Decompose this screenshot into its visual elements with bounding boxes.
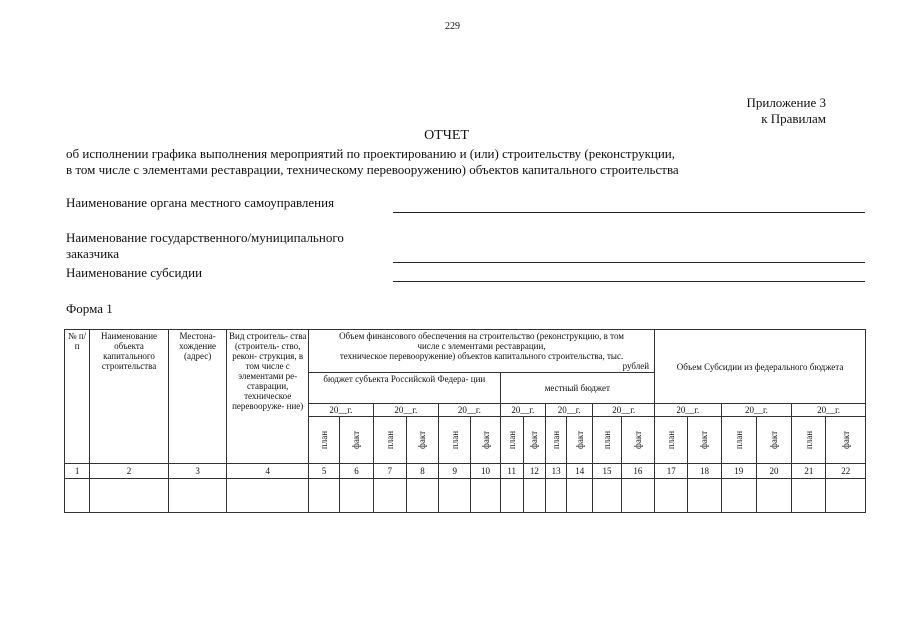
column-number: 9 [439,464,471,479]
plan-header [373,417,406,464]
column-number: 5 [309,464,340,479]
column-number: 11 [500,464,523,479]
table-cell[interactable] [439,479,471,513]
col-header-name: Наименование объекта капитального строительства [90,330,169,464]
year-header: 20__г. [721,404,792,417]
appendix-note [746,95,826,127]
col-header-number: № п/п [65,330,90,464]
column-number: 21 [792,464,826,479]
plan-label: план [602,430,612,450]
column-number: 18 [688,464,721,479]
fact-header [688,417,721,464]
year-header: 20__г. [655,404,722,417]
year-header: 20__г. [500,404,545,417]
column-number: 8 [406,464,438,479]
financing-line-4: рублей [622,361,650,371]
column-number-row [65,464,866,479]
table-row [65,479,866,513]
plan-header [721,417,756,464]
table-cell[interactable] [168,479,226,513]
plan-label: план [803,430,814,450]
column-number: 22 [826,464,866,479]
column-number: 4 [227,464,309,479]
table-cell[interactable] [227,479,309,513]
page-number: 229 [445,21,460,32]
table-cell[interactable] [688,479,721,513]
report-title: ОТЧЕТ [424,128,469,143]
financing-line-2: числе с элементами реставрации, [417,341,546,351]
fact-header [406,417,438,464]
plan-label: план [666,430,677,450]
table-cell[interactable] [340,479,373,513]
plan-label: план [449,430,460,450]
table-cell[interactable] [567,479,593,513]
subsidy-label: Наименование субсидии [66,265,203,280]
fact-label: факт [632,430,643,450]
form-label: Форма 1 [66,301,113,316]
fact-header [471,417,500,464]
col-header-regional-budget: бюджет субъекта Российской Федера- ции [309,373,501,404]
plan-header [792,417,826,464]
year-header: 20__г. [373,404,439,417]
appendix-line-1: Приложение 3 [746,95,826,110]
fact-header [523,417,545,464]
financing-line-3: техническое перевооружение) объектов капитального строительства, тыс. [339,351,624,361]
local-gov-label: Наименование органа местного самоуправления [66,195,335,210]
column-number: 2 [90,464,169,479]
year-header: 20__г. [792,404,866,417]
plan-label: план [551,430,562,450]
fact-header [756,417,791,464]
table-cell[interactable] [546,479,567,513]
table-cell[interactable] [309,479,340,513]
fact-header [340,417,373,464]
local-gov-line[interactable] [393,212,865,213]
table-cell[interactable] [792,479,826,513]
report-table [64,329,866,513]
customer-label-line-1: Наименование государственного/муниципального [66,230,344,245]
customer-line[interactable] [393,262,865,263]
year-header: 20__г. [309,404,374,417]
fact-header [621,417,654,464]
table-cell[interactable] [756,479,791,513]
plan-header [500,417,523,464]
table-cell[interactable] [500,479,523,513]
fact-label: факт [699,430,710,450]
column-number: 20 [756,464,791,479]
table-cell[interactable] [471,479,500,513]
table-cell[interactable] [826,479,866,513]
table-cell[interactable] [593,479,621,513]
column-number: 1 [65,464,90,479]
fact-label: факт [351,430,362,450]
plan-header [593,417,621,464]
table-cell[interactable] [373,479,406,513]
fact-label: факт [574,430,585,450]
column-number: 7 [373,464,406,479]
column-number: 6 [340,464,373,479]
fact-header [826,417,866,464]
column-number: 10 [471,464,500,479]
table-cell[interactable] [523,479,545,513]
table-cell[interactable] [65,479,90,513]
table-cell[interactable] [655,479,688,513]
fact-header [567,417,593,464]
customer-label-line-2: заказчика [66,246,120,261]
col-header-construction-type: Вид строитель- ства (строитель- ство, рекон- струкция, в том числе с элементами ре- ставрации, техническое перевооруже- ние) [227,330,309,464]
report-subtitle-line-2: в том числе с элементами реставрации, техническому перевооружению) объектов капитального строительства [66,162,679,177]
year-header: 20__г. [593,404,655,417]
plan-label: план [733,430,744,450]
col-header-federal-subsidy: Объем Субсидии из федерального бюджета [655,330,866,404]
plan-label: план [384,430,395,450]
fact-label: факт [417,430,428,450]
table-cell[interactable] [90,479,169,513]
fact-label: факт [529,430,540,450]
col-header-financing [309,330,655,373]
plan-label: план [506,430,517,450]
appendix-line-2: к Правилам [761,111,826,126]
subsidy-line[interactable] [393,281,865,282]
table-cell[interactable] [621,479,654,513]
plan-label: план [319,430,330,450]
column-number: 14 [567,464,593,479]
report-subtitle-line-1: об исполнении графика выполнения мероприятий по проектированию и (или) строительству (реконструкции, [66,146,676,161]
financing-line-1: Объем финансового обеспечения на строительство (реконструкцию, в том [339,331,625,341]
plan-header [309,417,340,464]
year-header: 20__г. [439,404,501,417]
column-number: 12 [523,464,545,479]
column-number: 17 [655,464,688,479]
fact-label: факт [769,430,780,450]
table-cell[interactable] [721,479,756,513]
fact-label: факт [840,430,851,450]
column-number: 15 [593,464,621,479]
column-number: 3 [168,464,226,479]
plan-header [439,417,471,464]
col-header-location: Местона- хождение (адрес) [168,330,226,464]
fact-label: факт [480,430,491,450]
year-header: 20__г. [546,404,593,417]
table-cell[interactable] [406,479,438,513]
plan-header [546,417,567,464]
column-number: 19 [721,464,756,479]
column-number: 16 [621,464,654,479]
column-number: 13 [546,464,567,479]
plan-header [655,417,688,464]
report-subtitle [66,146,679,178]
col-header-local-budget: местный бюджет [500,373,654,404]
